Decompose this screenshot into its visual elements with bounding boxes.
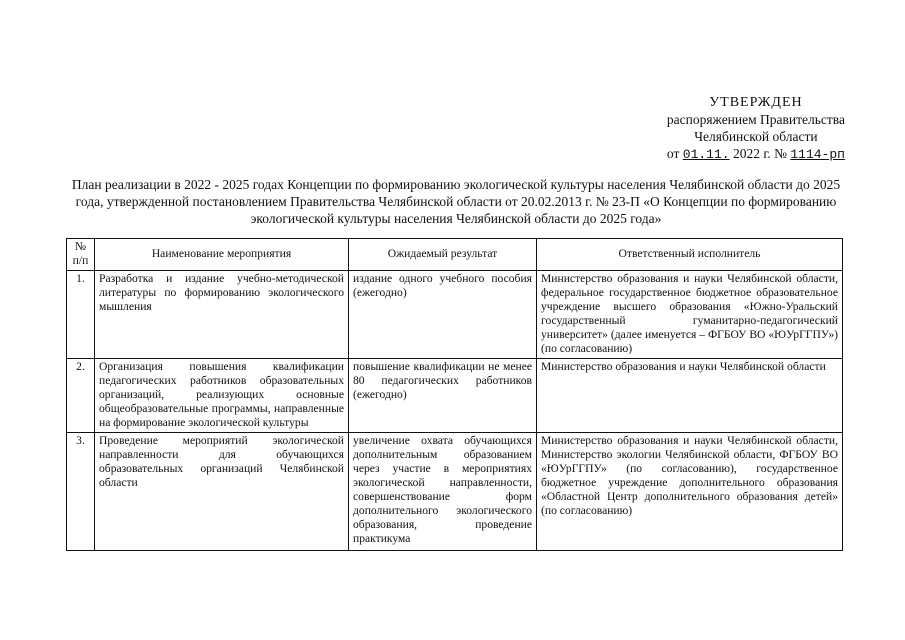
row-responsible: Министерство образования и науки Челябинской области bbox=[537, 359, 843, 433]
plan-table bbox=[66, 238, 843, 551]
approval-heading: УТВЕРЖДЕН bbox=[709, 95, 803, 110]
row-activity: Организация повышения квалификации педагогических работников образовательных организаций, реализующих основные общеобразовательные программы, направленные на формирование экологической культуры bbox=[95, 359, 349, 433]
row-result: повышение квалификации не менее 80 педагогических работников (ежегодно) bbox=[349, 359, 537, 433]
approval-number-value: 1114-рп bbox=[790, 147, 845, 162]
approval-line-2: Челябинской области bbox=[694, 129, 818, 144]
approval-date-value: 01.11. bbox=[682, 147, 730, 162]
approval-line-1: распоряжением Правительства bbox=[666, 112, 845, 127]
table-row bbox=[67, 433, 843, 551]
table-header-row bbox=[67, 239, 843, 271]
approval-block bbox=[667, 94, 845, 163]
row-num: 3. bbox=[67, 433, 95, 551]
row-result: увеличение охвата обучающихся дополнительным образованием через участие в мероприятиях экологической направленности, совершенствование форм дополнительного экологического образования, проведение практикума bbox=[349, 433, 537, 551]
header-result: Ожидаемый результат bbox=[349, 239, 537, 271]
row-num: 2. bbox=[67, 359, 95, 433]
table-row bbox=[67, 271, 843, 359]
table-row bbox=[67, 359, 843, 433]
row-activity: Проведение мероприятий экологической направленности для обучающихся образовательных организаций Челябинской области bbox=[95, 433, 349, 551]
header-activity: Наименование мероприятия bbox=[95, 239, 349, 271]
row-responsible: Министерство образования и науки Челябинской области, Министерство экологии Челябинской области, ФГБОУ ВО «ЮУрГГПУ» (по согласованию), государственное бюджетное учреждение дополнительного образования «Областной Центр дополнительного образования детей» (по согласованию) bbox=[537, 433, 843, 551]
row-result: издание одного учебного пособия (ежегодно) bbox=[349, 271, 537, 359]
header-responsible: Ответственный исполнитель bbox=[537, 239, 843, 271]
approval-date-line bbox=[667, 145, 845, 163]
header-num: № п/п bbox=[67, 239, 95, 271]
approval-year-text: 2022 г. № bbox=[732, 146, 787, 161]
document-title: План реализации в 2022 - 2025 годах Концепции по формированию экологической культуры населения Челябинской области до 2025 года, утвержденной постановлением Правительства Челябинской области от 20.02.2013 г. № 23-П «О Концепции по формированию экологической культуры населения Челябинской области до 2025 года» bbox=[71, 177, 841, 226]
row-responsible: Министерство образования и науки Челябинской области, федеральное государственное бюджетное образовательное учреждение высшего образования «Южно-Уральский государственный гуманитарно-педагогический университет» (далее именуется – ФГБОУ ВО «ЮУрГГПУ») (по согласованию) bbox=[537, 271, 843, 359]
approval-date-prefix: от bbox=[666, 146, 680, 161]
row-num: 1. bbox=[67, 271, 95, 359]
row-activity: Разработка и издание учебно-методической литературы по формированию экологического мышления bbox=[95, 271, 349, 359]
